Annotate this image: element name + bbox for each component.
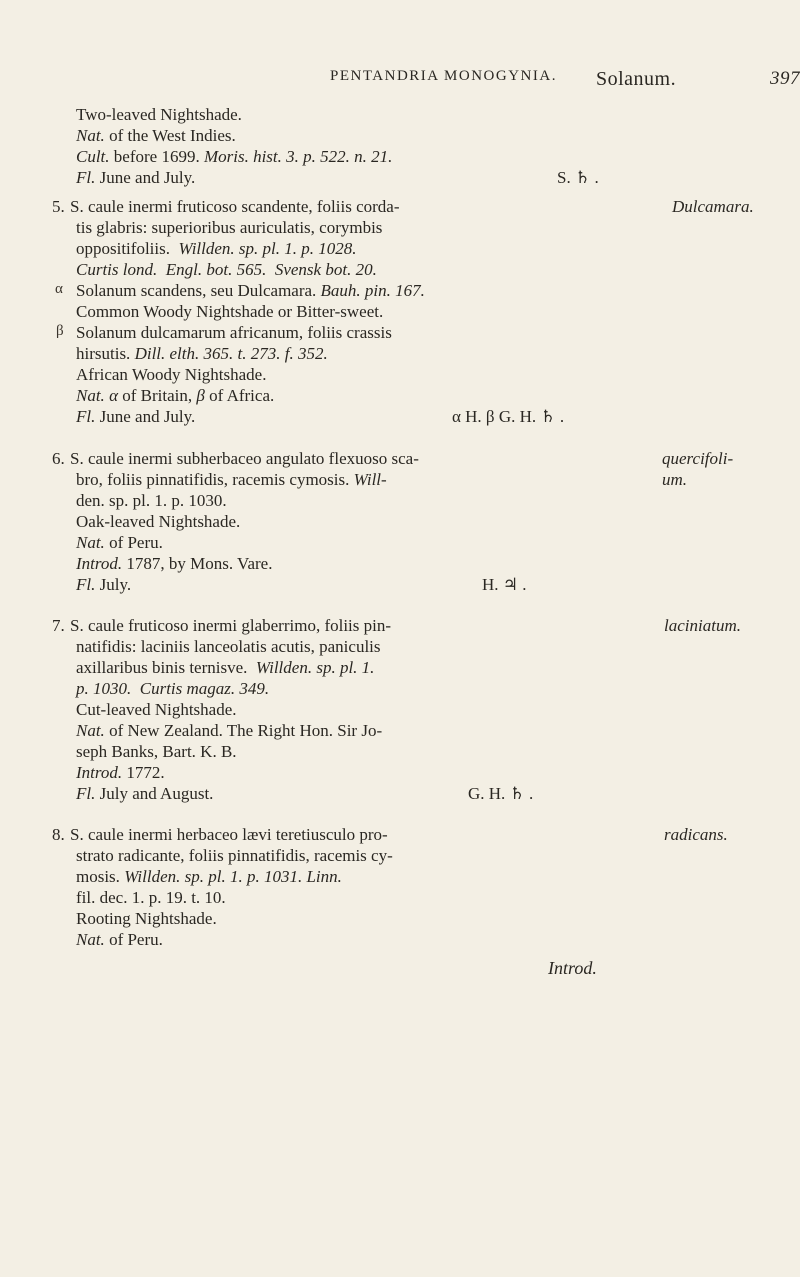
reference-line: p. 1030. Curtis magaz. 349. — [76, 679, 270, 698]
native-line: Nat. α of Britain, β of Africa. — [76, 386, 275, 405]
common-name: Rooting Nightshade. — [76, 909, 217, 928]
habitat-mark: α H. β G. H. ♄ . — [452, 407, 565, 426]
page-number: 397 — [770, 68, 800, 89]
diagnosis-line: S. caule inermi subherbaceo angulato flexuoso sca- — [70, 449, 419, 468]
common-name: African Woody Nightshade. — [76, 365, 267, 384]
alpha-variety-mark: α — [55, 281, 63, 297]
native-line: Nat. of Peru. — [76, 533, 163, 552]
common-name: Cut-leaved Nightshade. — [76, 700, 237, 719]
diagnosis-line: tis glabris: superioribus auriculatis, corymbis — [76, 218, 383, 237]
diagnosis-line: axillaribus binis ternisve. Willden. sp. pl. 1. — [76, 658, 375, 677]
species-epithet: quercifoli- — [662, 449, 734, 468]
cultivated-line: Cult. before 1699. Moris. hist. 3. p. 522. n. 21. — [76, 147, 393, 166]
diagnosis-line: mosis. Willden. sp. pl. 1. p. 1031. Linn. — [76, 867, 342, 886]
common-name: Oak-leaved Nightshade. — [76, 512, 241, 531]
diagnosis-line: S. caule inermi herbaceo lævi teretiusculo pro- — [70, 825, 388, 844]
species-epithet-cont: um. — [662, 470, 688, 489]
species-epithet: laciniatum. — [664, 616, 741, 635]
synonym-line: hirsutis. Dill. elth. 365. t. 273. f. 352. — [76, 344, 328, 363]
diagnosis-line: oppositifoliis. Willden. sp. pl. 1. p. 1028. — [76, 239, 357, 258]
beta-variety-mark: β — [56, 323, 64, 339]
introduced-line: Introd. 1772. — [76, 763, 165, 782]
running-head-class-order: PENTANDRIA MONOGYNIA. — [330, 68, 557, 84]
catchword: Introd. — [548, 958, 597, 978]
synonym-line: Solanum scandens, seu Dulcamara. Bauh. pin. 167. — [76, 281, 425, 300]
diagnosis-line: strato radicante, foliis pinnatifidis, racemis cy- — [76, 846, 393, 865]
species-epithet: Dulcamara. — [672, 197, 754, 216]
entry-number: 5. — [52, 197, 65, 216]
habitat-mark: G. H. ♄ . — [468, 784, 534, 803]
running-head-genus: Solanum. — [596, 68, 677, 90]
flowering-line: Fl. July. — [76, 575, 132, 594]
habitat-mark: H. ♃ . — [482, 575, 527, 594]
reference-line: fil. dec. 1. p. 19. t. 10. — [76, 888, 226, 907]
diagnosis-line: S. caule inermi fruticoso scandente, foliis corda- — [70, 197, 400, 216]
flowering-line: Fl. July and August. — [76, 784, 214, 803]
entry-number: 8. — [52, 825, 65, 844]
introduced-line: Introd. 1787, by Mons. Vare. — [76, 554, 273, 573]
species-epithet: radicans. — [664, 825, 728, 844]
reference-line: Curtis lond. Engl. bot. 565. Svensk bot. 20. — [76, 260, 377, 279]
reference-line: den. sp. pl. 1. p. 1030. — [76, 491, 227, 510]
native-line: Nat. of the West Indies. — [76, 126, 236, 145]
synonym-line: Solanum dulcamarum africanum, foliis crassis — [76, 323, 392, 342]
diagnosis-line: S. caule fruticoso inermi glaberrimo, foliis pin- — [70, 616, 392, 635]
diagnosis-line: natifidis: laciniis lanceolatis acutis, paniculis — [76, 637, 381, 656]
native-line: Nat. of Peru. — [76, 930, 163, 949]
common-name: Two-leaved Nightshade. — [76, 105, 242, 124]
diagnosis-line: bro, foliis pinnatifidis, racemis cymosis. Will- — [76, 470, 387, 489]
entry-number: 6. — [52, 449, 65, 468]
native-line-cont: seph Banks, Bart. K. B. — [76, 742, 237, 761]
flowering-line: Fl. June and July. — [76, 168, 196, 187]
flowering-line: Fl. June and July. — [76, 407, 196, 426]
habitat-mark: S. ♄ . — [557, 168, 599, 187]
native-line: Nat. of New Zealand. The Right Hon. Sir Jo- — [76, 721, 383, 740]
entry-number: 7. — [52, 616, 65, 635]
common-name: Common Woody Nightshade or Bitter-sweet. — [76, 302, 384, 321]
